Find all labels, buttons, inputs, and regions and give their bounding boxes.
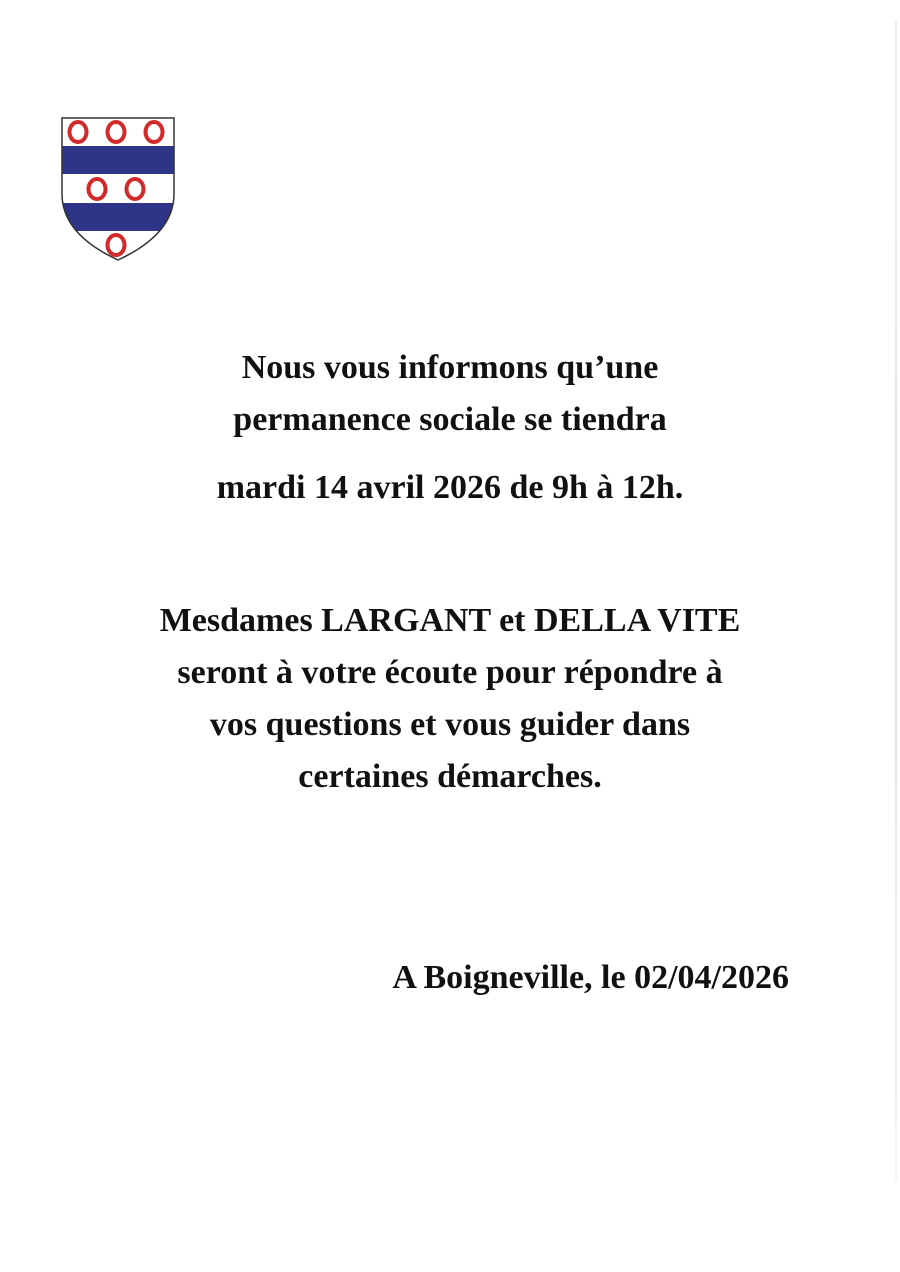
coat-of-arms-icon xyxy=(60,116,176,262)
details-line-4: certaines démarches. xyxy=(298,758,602,795)
place-and-date-signature: A Boigneville, le 02/04/2026 xyxy=(392,959,789,996)
details-line-1: Mesdames LARGANT et DELLA VITE xyxy=(159,602,741,639)
details-line-3: vos questions et vous guider dans xyxy=(209,706,691,743)
announcement-line-1: Nous vous informons qu’une xyxy=(241,349,659,386)
announcement-line-2: permanence sociale se tiendra xyxy=(233,401,667,438)
details-line-2: seront à votre écoute pour répondre à xyxy=(177,654,723,691)
page-edge-shadow xyxy=(895,20,897,1180)
announcement-date-line: mardi 14 avril 2026 de 9h à 12h. xyxy=(216,469,684,506)
